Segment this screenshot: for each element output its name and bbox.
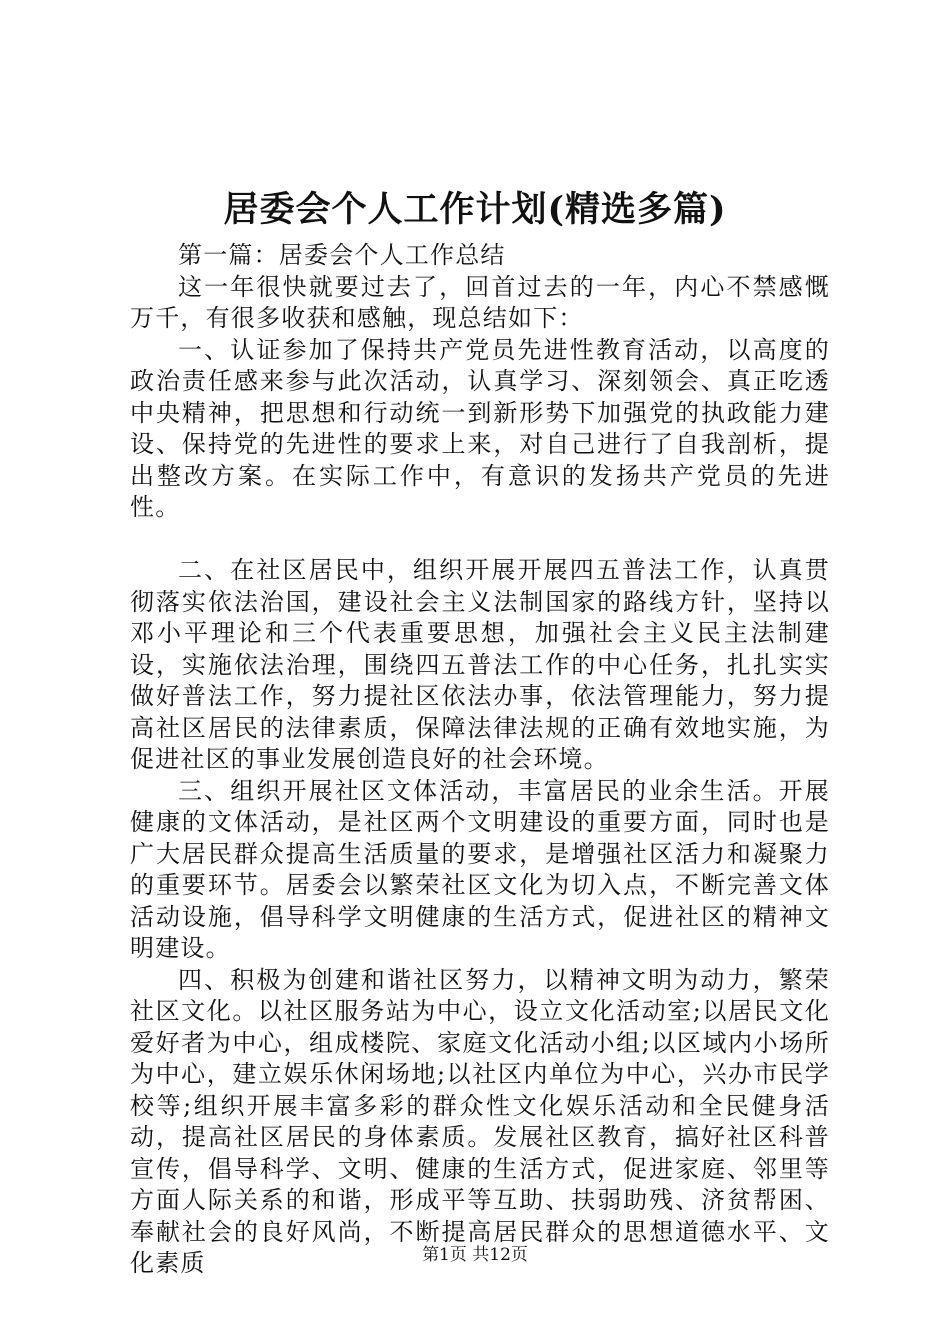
- page-footer: 第1页 共12页: [422, 1245, 528, 1265]
- section-heading: 第一篇：居委会个人工作总结: [178, 241, 506, 269]
- paragraph-4: 四、积极为创建和谐社区努力，以精神文明为动力，繁荣社区文化。以社区服务站为中心，设立文化活动室;以居民文化爱好者为中心，组成楼院、家庭文化活动小组;以区域内小场所为中心，建立娱乐休闲场地;以社区内单位为中心，兴办市民学校等;组织开展丰富多彩的群众性文化娱乐活动和全民健身活动，提高社区居民的身体素质。发展社区教育，搞好社区科普宣传，倡导科学、文明、健康的生活方式，促进家庭、邻里等方面人际关系的和谐，形成平等互助、扶弱助残、济贫帮困、奉献社会的良好风尚，不断提高居民群众的思想道德水平、文化素质: [130, 965, 830, 1277]
- paragraph-spacer: [130, 524, 830, 556]
- paragraph-3: 三、组织开展社区文体活动，丰富居民的业余生活。开展健康的文体活动，是社区两个文明建设的重要方面，同时也是广大居民群众提高生活质量的要求，是增强社区活力和凝聚力的重要环节。居委会以繁荣社区文化为切入点，不断完善文体活动设施，倡导科学文明健康的生活方式，促进社区的精神文明建设。: [130, 776, 830, 962]
- paragraph-2: 二、在社区居民中，组织开展开展四五普法工作，认真贯彻落实依法治国，建设社会主义法制国家的路线方针，坚持以邓小平理论和三个代表重要思想，加强社会主义民主法制建设，实施依法治理，围绕四五普法工作的中心任务，扎扎实实做好普法工作，努力提社区依法办事，依法管理能力，努力提高社区居民的法律素质，保障法律法规的正确有效地实施，为促进社区的事业发展创造良好的社会环境。: [130, 556, 830, 773]
- document-title: 居委会个人工作计划(精选多篇): [223, 189, 727, 230]
- paragraph-1: 一、认证参加了保持共产党员先进性教育活动，以高度的政治责任感来参与此次活动，认真学习、深刻领会、真正吃透中央精神，把思想和行动统一到新形势下加强党的执政能力建设、保持党的先进性的要求上来，对自己进行了自我剖析，提出整改方案。在实际工作中，有意识的发扬共产党员的先进性。: [130, 335, 830, 521]
- paragraph-intro: 这一年很快就要过去了，回首过去的一年，内心不禁感慨万千，有很多收获和感触，现总结如下：: [130, 272, 830, 332]
- document-body: [130, 240, 830, 1280]
